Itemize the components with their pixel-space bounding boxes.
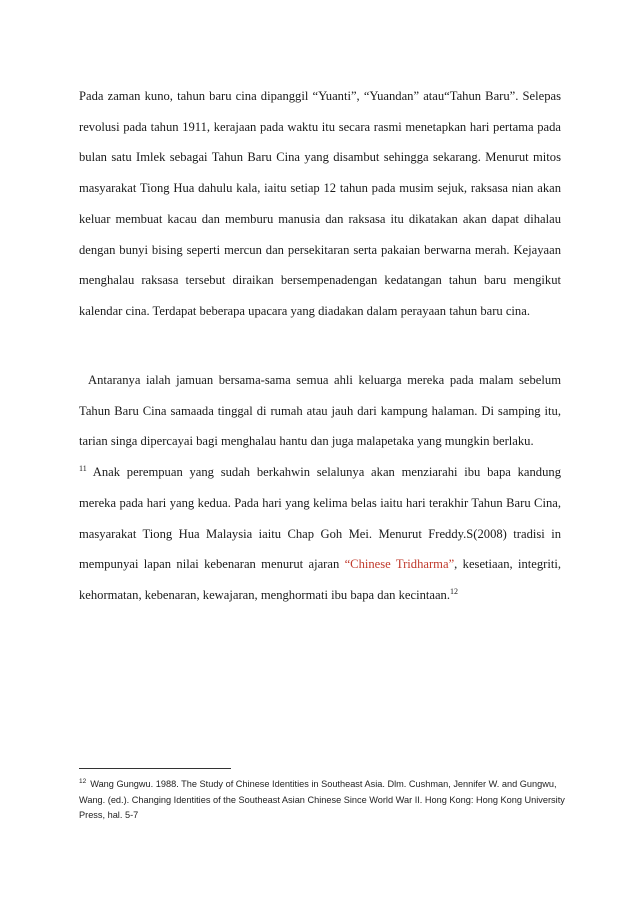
paragraph-2-part-1: Antaranya ialah jamuan bersama-sama semua ahli keluarga mereka pada malam sebelum Tahun Baru Cina samaada tinggal di rumah atau jauh dari kampung halaman. Di samping itu, tarian singa dipercayai bagi menghalau hantu dan juga malapetaka yang mungkin berlaku. — [79, 373, 561, 449]
paragraph-2-text — [79, 365, 561, 611]
footnote-ref-12: 12 — [450, 586, 459, 596]
paragraph-2-part-3: , kesetiaan, integriti, kehormatan, kebenaran, kewajaran, menghormati ibu bapa dan kecintaan. — [79, 557, 562, 602]
paragraph-1-text: Pada zaman kuno, tahun baru cina dipanggil “Yuanti”, “Yuandan” atau“Tahun Baru”. Selepas revolusi pada tahun 1911, kerajaan pada waktu itu secara rasmi menetapkan hari pertama pada bulan satu Imlek sebagai Tahun Baru Cina yang disambut sehingga sekarang. Menurut mitos masyarakat Tiong Hua dahulu kala, iaitu setiap 12 tahun pada musim sejuk, raksasa nian akan keluar membuat kacau dan memburu manusia dan raksasa itu dikatakan akan dapat dihalau dengan bunyi bising seperti mercun dan persekitaran serta pakaian berwarna merah. Kejayaan menghalau raksasa tersebut diraikan bersempenadengan kedatangan tahun baru mengikut kalendar cina. Terdapat beberapa upacara yang diadakan dalam perayaan tahun baru cina. — [79, 89, 561, 318]
paragraph-2 — [79, 365, 561, 611]
footnote-text: Wang Gungwu. 1988. The Study of Chinese Identities in Southeast Asia. Dlm. Cushman, Jennifer W. and Gungwu, Wang. (ed.). Changing Identities of the Southeast Asian Chinese Since World War II. Hong Kong: Hong Kong University Press, hal. 5-7 — [79, 779, 565, 820]
footnote-ref-11: 11 — [79, 463, 87, 473]
paragraph-1 — [79, 81, 561, 327]
footnote-separator — [79, 768, 231, 769]
paragraph-2-part-2: Anak perempuan yang sudah berkahwin selalunya akan menziarahi ibu bapa kandung mereka pada hari yang kedua. Pada hari yang kelima belas iaitu hari terakhir Tahun Baru Cina, masyarakat Tiong Hua Malaysia iaitu Chap Goh Mei. Menurut Freddy.S(2008) tradisi in mempunyai lapan nilai kebenaran menurut ajaran — [79, 465, 561, 572]
footnote-number: 12 — [79, 777, 87, 785]
chinese-tridharma-highlight: “Chinese Tridharma” — [344, 557, 455, 572]
footnote — [79, 777, 565, 824]
